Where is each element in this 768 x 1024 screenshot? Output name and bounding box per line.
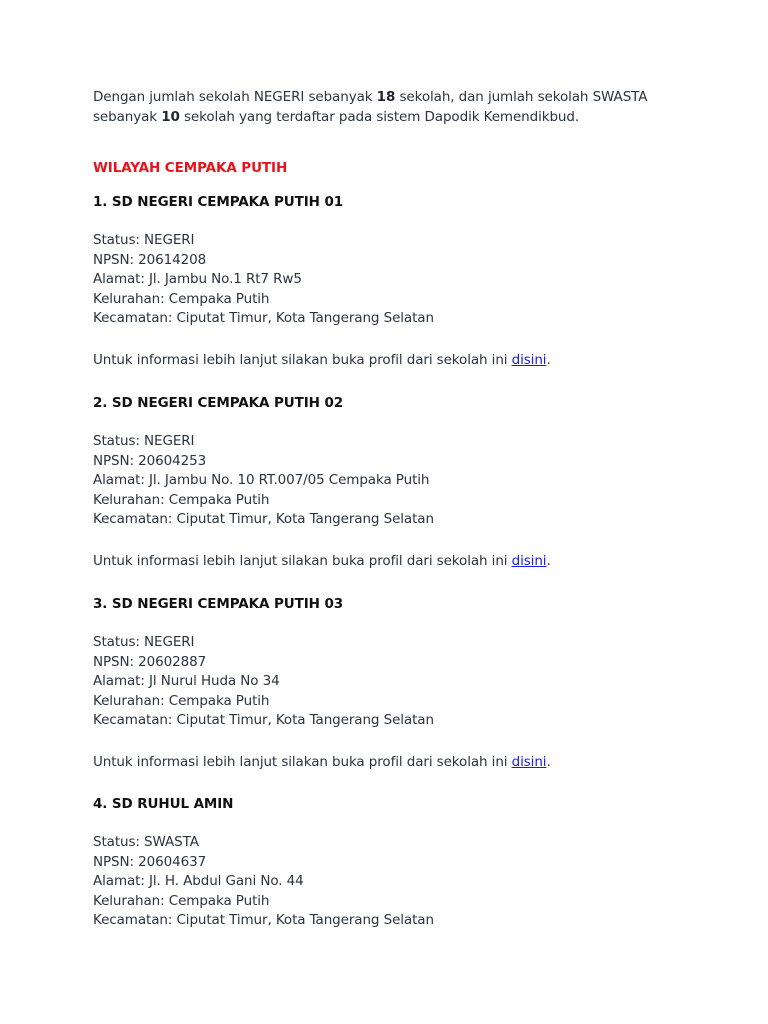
school-details <box>93 633 693 731</box>
region-title: WILAYAH CEMPAKA PUTIH <box>93 160 288 176</box>
school-details <box>93 432 693 530</box>
intro-text-4: sekolah yang terdaftar pada sistem Dapodik Kemendikbud. <box>179 108 580 125</box>
intro-text-2: sekolah, dan jumlah sekolah SWASTA <box>395 89 648 105</box>
school-alamat: Alamat: Jl Nurul Huda No 34 <box>93 673 280 689</box>
school-title: 2. SD NEGERI CEMPAKA PUTIH 02 <box>93 395 344 411</box>
info-text: Untuk informasi lebih lanjut silakan buka profil dari sekolah ini <box>93 351 512 368</box>
info-text: Untuk informasi lebih lanjut silakan buka profil dari sekolah ini <box>93 753 512 770</box>
profile-link[interactable]: disini <box>511 351 547 368</box>
school-info <box>93 753 693 772</box>
school-entry <box>93 795 693 931</box>
school-info <box>93 351 693 370</box>
school-kecamatan: Kecamatan: Ciputat Timur, Kota Tangerang Selatan <box>93 511 434 527</box>
school-alamat: Alamat: Jl. Jambu No. 10 RT.007/05 Cempaka Putih <box>93 472 430 488</box>
school-entry <box>93 193 693 370</box>
school-kelurahan: Kelurahan: Cempaka Putih <box>93 290 270 307</box>
school-npsn: NPSN: 20602887 <box>93 653 207 670</box>
school-details <box>93 231 693 329</box>
school-title: 1. SD NEGERI CEMPAKA PUTIH 01 <box>93 194 344 210</box>
school-kelurahan: Kelurahan: Cempaka Putih <box>93 692 270 709</box>
profile-link[interactable]: disini <box>511 552 547 569</box>
school-status: Status: SWASTA <box>93 834 199 850</box>
school-title: 3. SD NEGERI CEMPAKA PUTIH 03 <box>93 596 344 612</box>
school-info <box>93 552 693 571</box>
school-kecamatan: Kecamatan: Ciputat Timur, Kota Tangerang Selatan <box>93 912 434 928</box>
info-text: Untuk informasi lebih lanjut silakan buka profil dari sekolah ini <box>93 552 512 569</box>
school-status: Status: NEGERI <box>93 634 195 650</box>
school-npsn: NPSN: 20604637 <box>93 853 207 870</box>
school-kelurahan: Kelurahan: Cempaka Putih <box>93 491 270 508</box>
school-alamat: Alamat: Jl. Jambu No.1 Rt7 Rw5 <box>93 271 302 287</box>
intro-paragraph <box>93 88 693 127</box>
school-entry <box>93 394 693 571</box>
negeri-count: 18 <box>376 89 396 105</box>
school-npsn: NPSN: 20614208 <box>93 251 207 268</box>
school-status: Status: NEGERI <box>93 232 195 248</box>
school-npsn: NPSN: 20604253 <box>93 452 207 469</box>
info-period: . <box>546 552 551 569</box>
school-kecamatan: Kecamatan: Ciputat Timur, Kota Tangerang Selatan <box>93 310 434 326</box>
swasta-count: 10 <box>161 108 180 125</box>
school-kelurahan: Kelurahan: Cempaka Putih <box>93 892 270 909</box>
intro-text-3: sebanyak <box>93 108 162 125</box>
info-period: . <box>546 351 551 368</box>
school-kecamatan: Kecamatan: Ciputat Timur, Kota Tangerang Selatan <box>93 712 434 728</box>
school-entry <box>93 595 693 772</box>
school-title: 4. SD RUHUL AMIN <box>93 796 234 812</box>
school-alamat: Alamat: Jl. H. Abdul Gani No. 44 <box>93 873 304 889</box>
document-body <box>93 88 693 177</box>
profile-link[interactable]: disini <box>511 753 547 770</box>
school-details <box>93 833 693 931</box>
intro-text-1: Dengan jumlah sekolah NEGERI sebanyak <box>93 89 377 105</box>
info-period: . <box>546 753 551 770</box>
school-status: Status: NEGERI <box>93 433 195 449</box>
